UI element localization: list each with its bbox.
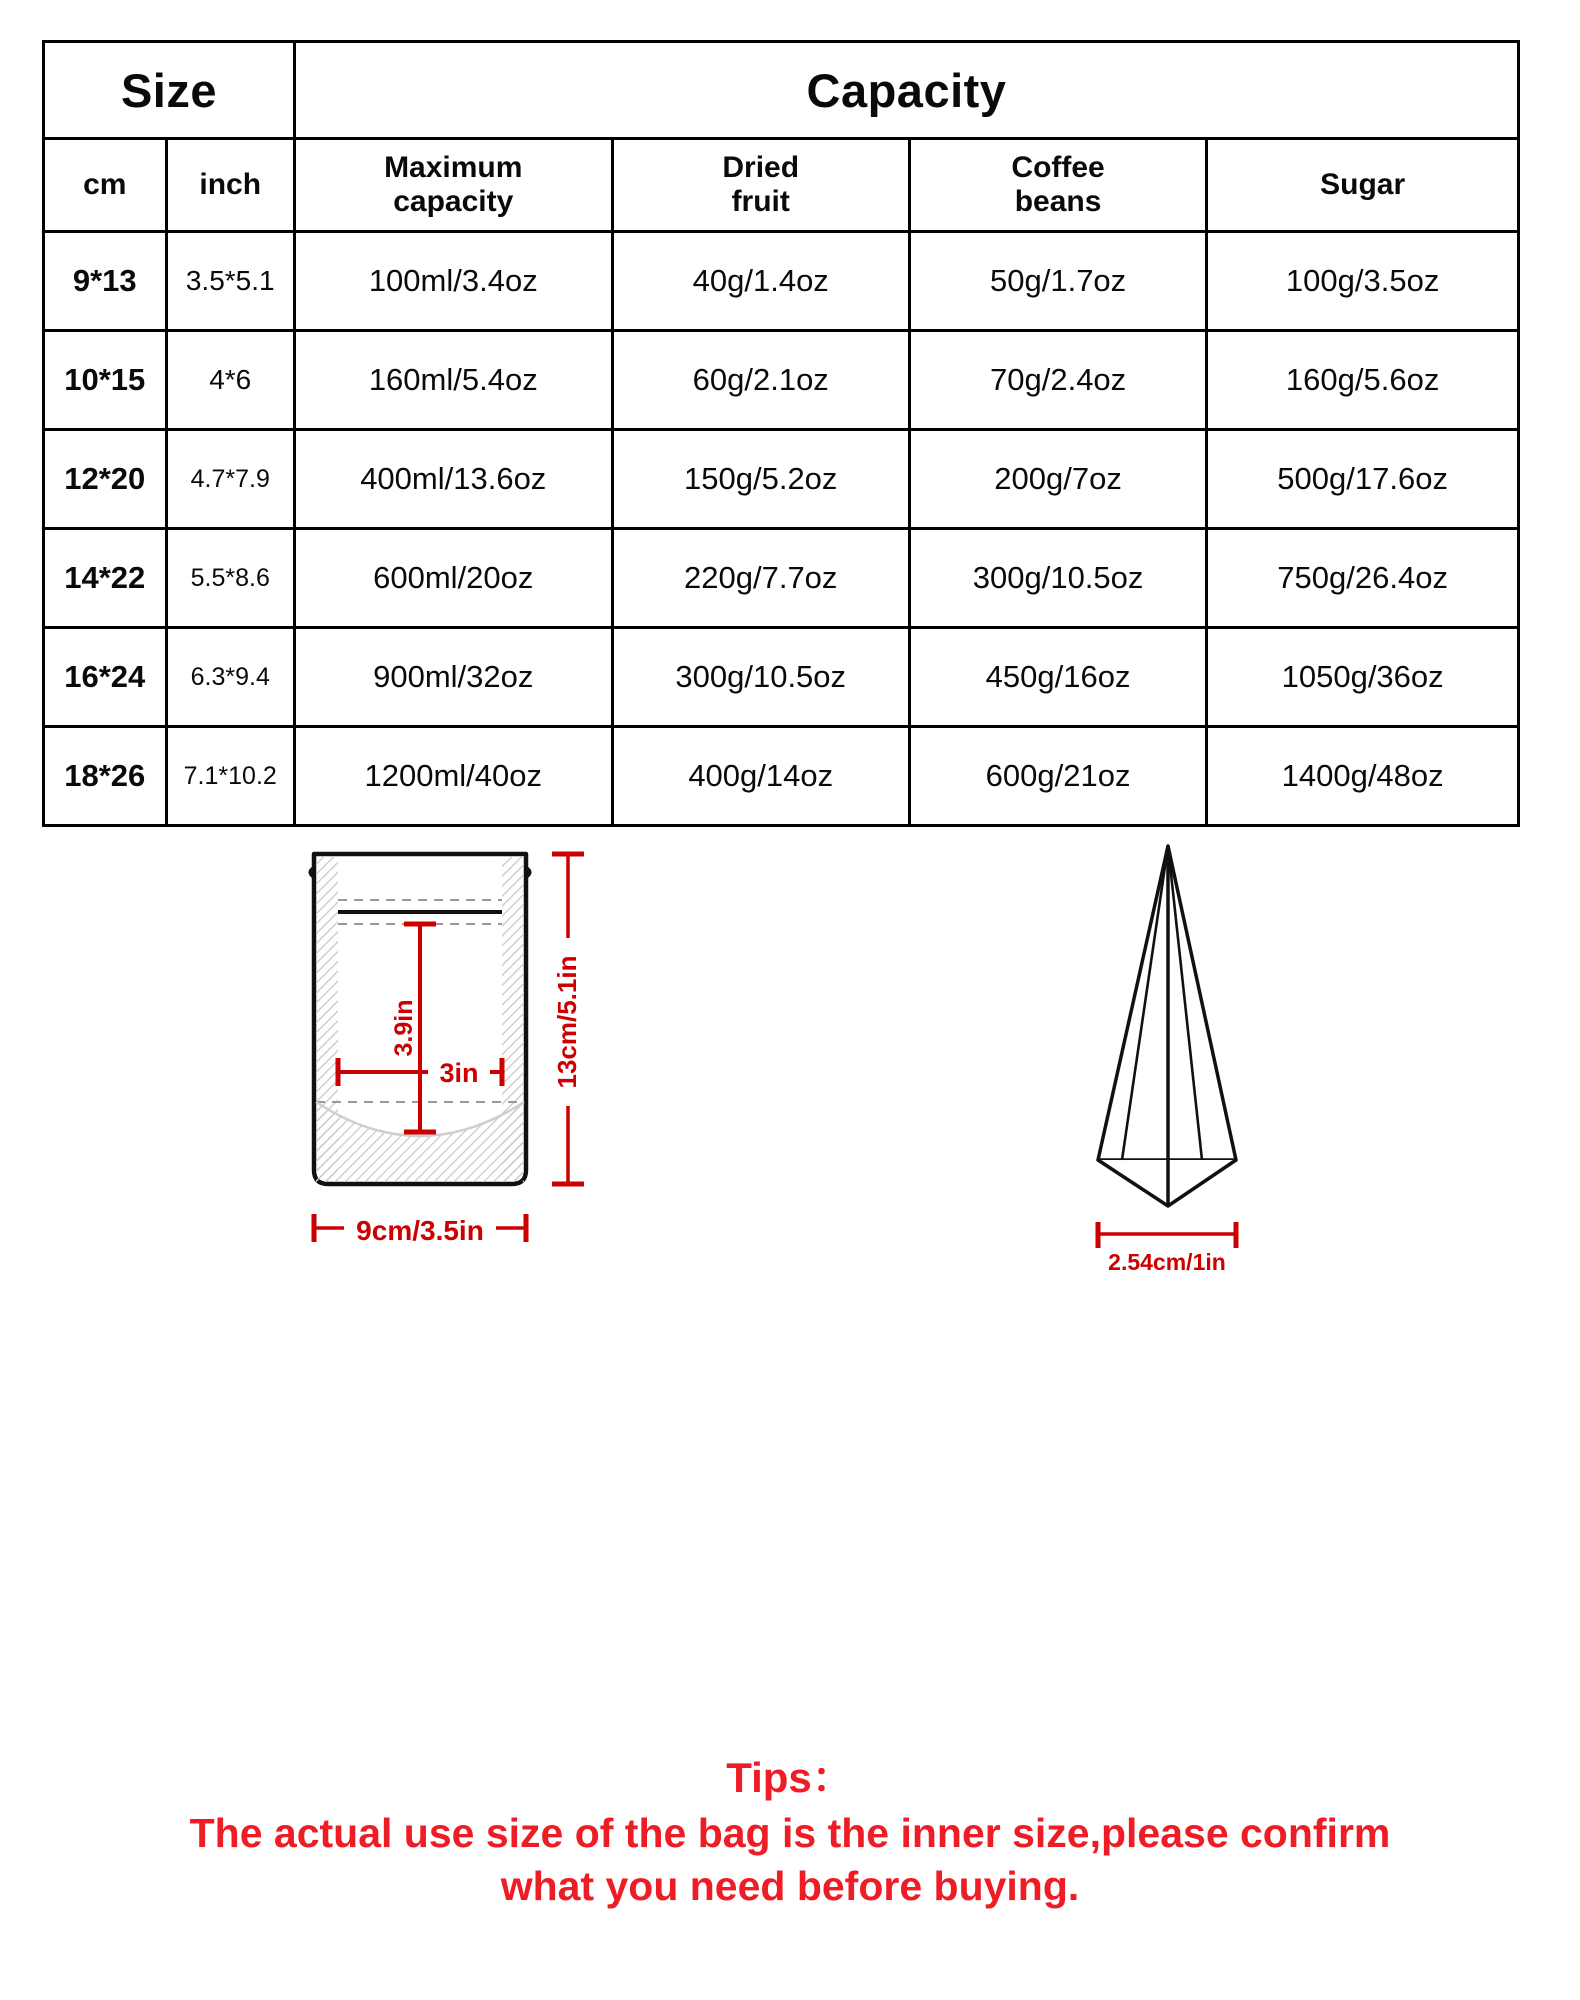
pouch-front-view-diagram bbox=[300, 840, 640, 1280]
tips-line-1: The actual use size of the bag is the inner size,please confirm bbox=[189, 1809, 1391, 1856]
table-column-header-row bbox=[44, 139, 1519, 232]
column-header-coffee-beans-line2: beans bbox=[1014, 185, 1102, 218]
column-header-maximum-capacity-line2: capacity bbox=[393, 185, 514, 218]
pouch-outer-width-dimension bbox=[314, 1208, 526, 1250]
cell-coffee: 70g/2.4oz bbox=[909, 331, 1206, 430]
table-row bbox=[44, 232, 1519, 331]
cell-max: 900ml/32oz bbox=[294, 628, 612, 727]
cell-coffee: 300g/10.5oz bbox=[909, 529, 1206, 628]
cell-max: 400ml/13.6oz bbox=[294, 430, 612, 529]
table-row bbox=[44, 331, 1519, 430]
cell-cm: 16*24 bbox=[44, 628, 167, 727]
table-row bbox=[44, 529, 1519, 628]
cone-gusset-width-dimension bbox=[1098, 1222, 1236, 1275]
cell-sugar: 160g/5.6oz bbox=[1207, 331, 1519, 430]
pouch-inner-width-label: 3in bbox=[439, 1058, 479, 1088]
cell-dried: 220g/7.7oz bbox=[612, 529, 909, 628]
cell-dried: 400g/14oz bbox=[612, 727, 909, 826]
cell-sugar: 1400g/48oz bbox=[1207, 727, 1519, 826]
cell-coffee: 450g/16oz bbox=[909, 628, 1206, 727]
cell-inch: 5.5*8.6 bbox=[166, 529, 294, 628]
pouch-side-view-diagram bbox=[1050, 838, 1320, 1298]
pouch-outer-height-label: 13cm/5.1in bbox=[552, 955, 582, 1089]
pouch-inner-height-label: 3.9in bbox=[390, 999, 418, 1057]
cell-max: 100ml/3.4oz bbox=[294, 232, 612, 331]
group-header-capacity: Capacity bbox=[294, 42, 1518, 139]
pouch-outer-height-dimension bbox=[552, 854, 586, 1184]
capacity-table-wrapper bbox=[42, 40, 1520, 827]
table-group-header-row bbox=[44, 42, 1519, 139]
table-row bbox=[44, 430, 1519, 529]
column-header-inch: inch bbox=[166, 139, 294, 232]
cell-sugar: 100g/3.5oz bbox=[1207, 232, 1519, 331]
cell-max: 160ml/5.4oz bbox=[294, 331, 612, 430]
cell-max: 600ml/20oz bbox=[294, 529, 612, 628]
column-header-dried-fruit-line2: fruit bbox=[731, 185, 790, 218]
cell-coffee: 600g/21oz bbox=[909, 727, 1206, 826]
cell-cm: 18*26 bbox=[44, 727, 167, 826]
cell-inch: 6.3*9.4 bbox=[166, 628, 294, 727]
column-header-dried-fruit bbox=[612, 139, 909, 232]
column-header-coffee-beans-line1: Coffee bbox=[1011, 151, 1105, 185]
cell-max: 1200ml/40oz bbox=[294, 727, 612, 826]
cell-coffee: 50g/1.7oz bbox=[909, 232, 1206, 331]
pouch-outer-width-label: 9cm/3.5in bbox=[356, 1215, 484, 1246]
cell-cm: 14*22 bbox=[44, 529, 167, 628]
column-header-coffee-beans bbox=[909, 139, 1206, 232]
cell-inch: 3.5*5.1 bbox=[166, 232, 294, 331]
column-header-maximum-capacity-line1: Maximum bbox=[384, 151, 523, 185]
cell-dried: 60g/2.1oz bbox=[612, 331, 909, 430]
table-row bbox=[44, 628, 1519, 727]
diagram-section bbox=[0, 820, 1580, 1400]
cell-inch: 7.1*10.2 bbox=[166, 727, 294, 826]
capacity-table bbox=[42, 40, 1520, 827]
cell-cm: 10*15 bbox=[44, 331, 167, 430]
group-header-size: Size bbox=[44, 42, 295, 139]
cone-gusset-width-label: 2.54cm/1in bbox=[1108, 1249, 1226, 1275]
cell-coffee: 200g/7oz bbox=[909, 430, 1206, 529]
cell-inch: 4*6 bbox=[166, 331, 294, 430]
table-row bbox=[44, 727, 1519, 826]
cell-dried: 150g/5.2oz bbox=[612, 430, 909, 529]
cell-sugar: 750g/26.4oz bbox=[1207, 529, 1519, 628]
cell-dried: 40g/1.4oz bbox=[612, 232, 909, 331]
cell-cm: 9*13 bbox=[44, 232, 167, 331]
cone-outline bbox=[1098, 846, 1236, 1206]
column-header-dried-fruit-line1: Dried bbox=[722, 151, 800, 185]
tips-title: Tips： bbox=[726, 1754, 854, 1801]
column-header-maximum-capacity bbox=[294, 139, 612, 232]
cell-sugar: 500g/17.6oz bbox=[1207, 430, 1519, 529]
cell-inch: 4.7*7.9 bbox=[166, 430, 294, 529]
cell-cm: 12*20 bbox=[44, 430, 167, 529]
column-header-cm: cm bbox=[44, 139, 167, 232]
tips-line-2: what you need before buying. bbox=[500, 1862, 1080, 1909]
tips-block bbox=[0, 1750, 1580, 1913]
cell-dried: 300g/10.5oz bbox=[612, 628, 909, 727]
cell-sugar: 1050g/36oz bbox=[1207, 628, 1519, 727]
column-header-sugar: Sugar bbox=[1207, 139, 1519, 232]
